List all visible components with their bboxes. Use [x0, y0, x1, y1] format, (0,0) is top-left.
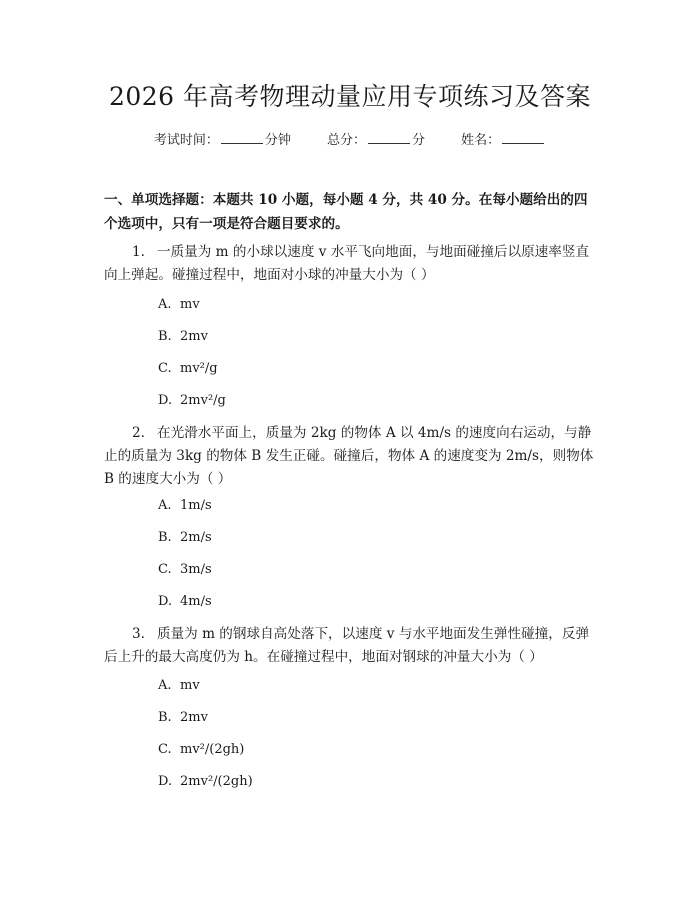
option-letter: C.: [158, 361, 172, 376]
question-number: 1.: [132, 244, 145, 260]
time-blank[interactable]: [221, 130, 263, 144]
time-field: [154, 133, 295, 148]
option-letter: B.: [158, 329, 172, 344]
name-blank[interactable]: [502, 130, 544, 144]
option-text: 2mv²/(2gh): [180, 774, 253, 789]
option-1a[interactable]: [158, 295, 200, 315]
option-letter: A.: [158, 498, 172, 513]
option-2a[interactable]: [158, 496, 212, 516]
option-text: 2m/s: [180, 530, 212, 545]
option-2d[interactable]: [158, 592, 212, 612]
option-1d[interactable]: [158, 391, 226, 411]
option-letter: D.: [158, 393, 173, 408]
option-letter: A.: [158, 678, 172, 693]
exam-meta: [0, 130, 700, 151]
option-letter: B.: [158, 530, 172, 545]
time-unit: 分钟: [264, 133, 291, 148]
option-text: mv²/g: [180, 361, 218, 376]
option-text: mv²/(2gh): [180, 742, 245, 757]
score-blank[interactable]: [368, 130, 410, 144]
score-label: 总分：: [326, 133, 366, 148]
option-letter: D.: [158, 594, 173, 609]
option-1c[interactable]: [158, 359, 218, 379]
option-letter: B.: [158, 710, 172, 725]
question-3: [104, 623, 600, 669]
name-field: [461, 133, 546, 148]
option-text: mv: [180, 678, 200, 693]
option-3c[interactable]: [158, 740, 244, 760]
question-text: 质量为 m 的钢球自高处落下，以速度 v 与水平地面发生弹性碰撞，反弹后上升的最大高度仍为 h。在碰撞过程中，地面对钢球的冲量大小为（ ）: [104, 626, 590, 665]
option-text: 4m/s: [180, 594, 212, 609]
option-text: 2mv: [180, 710, 208, 725]
option-text: 1m/s: [180, 498, 212, 513]
option-1b[interactable]: [158, 327, 208, 347]
option-text: 2mv: [180, 329, 208, 344]
option-2c[interactable]: [158, 560, 212, 580]
question-1: [104, 241, 600, 287]
name-label: 姓名：: [461, 133, 501, 148]
score-unit: 分: [412, 133, 426, 148]
option-text: 2mv²/g: [180, 393, 226, 408]
question-number: 3.: [132, 626, 145, 642]
option-text: 3m/s: [180, 562, 212, 577]
time-label: 考试时间：: [153, 133, 219, 148]
option-letter: C.: [158, 742, 172, 757]
document-title: 2026 年高考物理动量应用专项练习及答案: [108, 82, 592, 111]
option-3a[interactable]: [158, 676, 200, 696]
score-field: [327, 133, 429, 148]
section-heading: 一、单项选择题：本题共 10 小题，每小题 4 分，共 40 分。在每小题给出的四个选项中，只有一项是符合题目要求的。: [104, 192, 588, 232]
option-3d[interactable]: [158, 772, 253, 792]
option-text: mv: [180, 297, 200, 312]
question-text: 一质量为 m 的小球以速度 v 水平飞向地面，与地面碰撞后以原速率竖直向上弹起。碰撞过程中，地面对小球的冲量大小为（ ）: [104, 244, 590, 283]
question-text: 在光滑水平面上，质量为 2kg 的物体 A 以 4m/s 的速度向右运动，与静止的质量为 3kg 的物体 B 发生正碰。碰撞后，物体 A 的速度变为 2m/s，则物体 B 的速度大小为（ ）: [104, 425, 594, 487]
option-2b[interactable]: [158, 528, 212, 548]
question-2: [104, 422, 600, 491]
option-letter: A.: [158, 297, 172, 312]
option-letter: D.: [158, 774, 173, 789]
option-letter: C.: [158, 562, 172, 577]
option-3b[interactable]: [158, 708, 208, 728]
question-number: 2.: [132, 425, 145, 441]
